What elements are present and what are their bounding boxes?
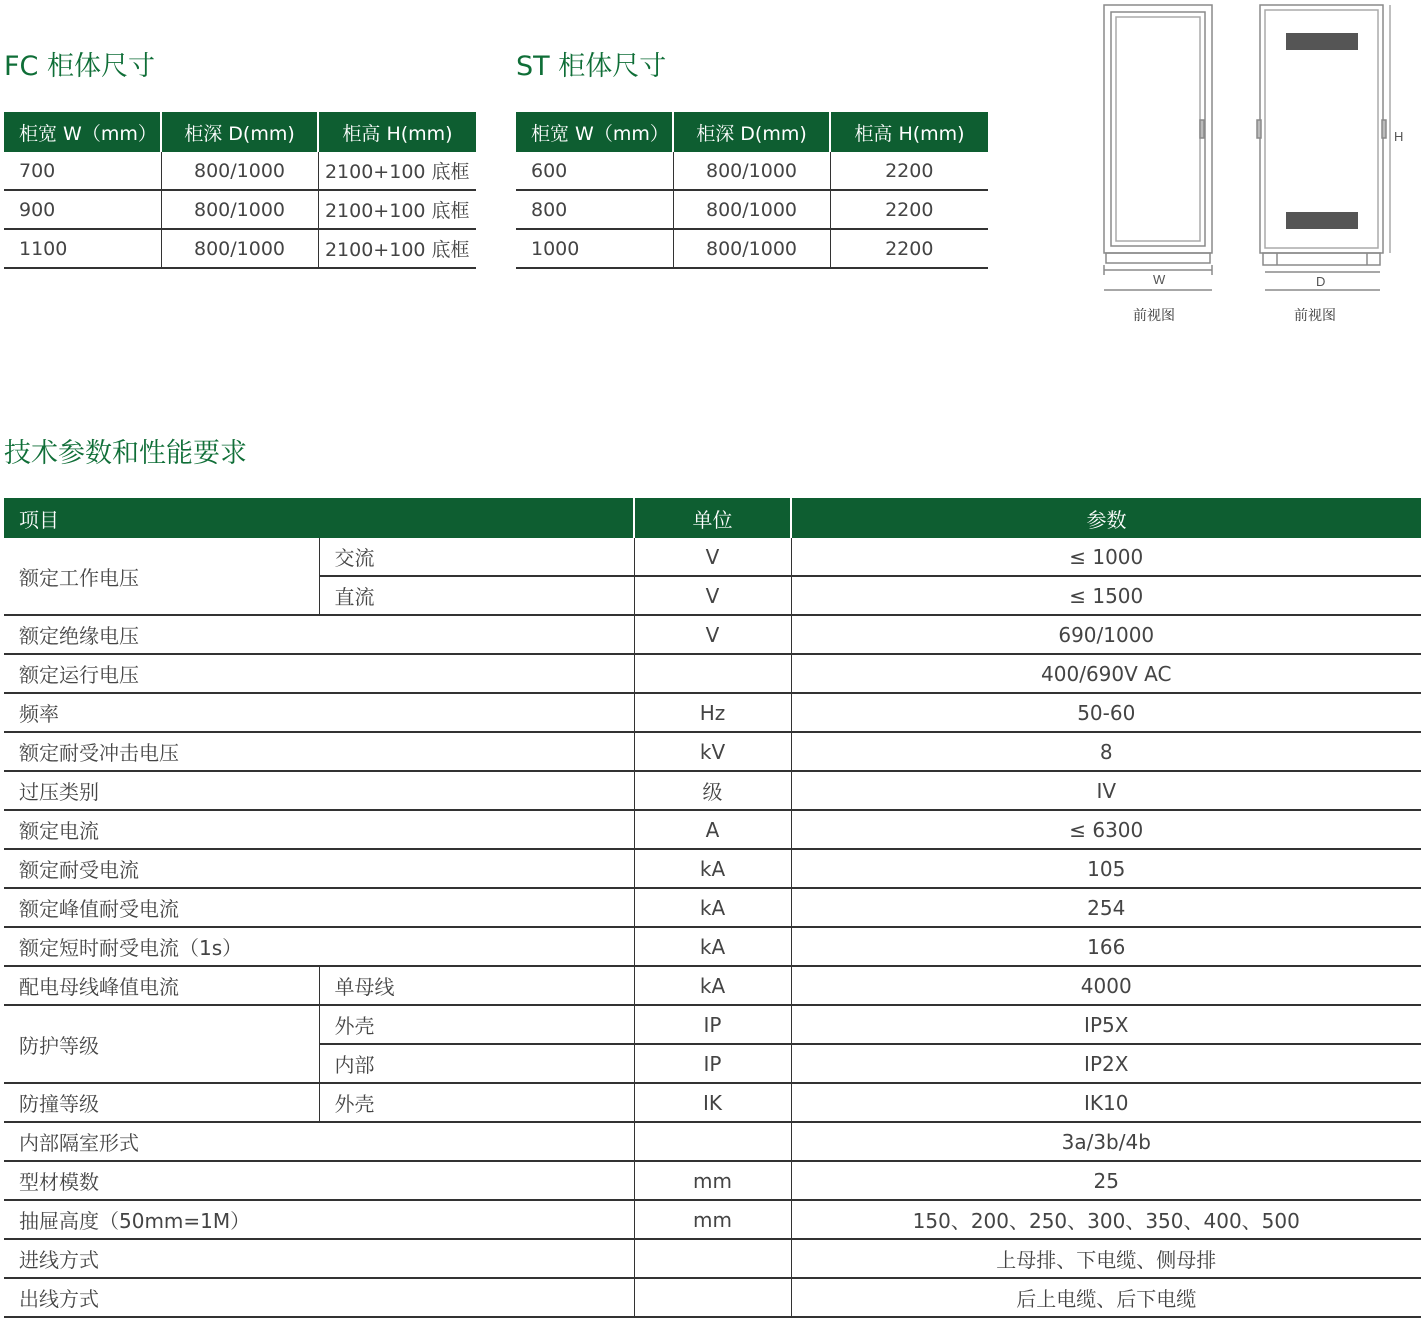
- table-header-row: [4, 498, 1421, 538]
- table-row: [4, 615, 1421, 654]
- sub-item-cell: 单母线: [319, 966, 634, 1005]
- side-view-caption: 前视图: [1294, 308, 1336, 324]
- column-header-width: 柜宽 W（mm）: [4, 112, 161, 152]
- item-cell: 额定峰值耐受电流: [4, 888, 634, 927]
- table-cell: 800/1000: [673, 229, 830, 268]
- value-cell: ≤ 6300: [791, 810, 1421, 849]
- table-row: [4, 654, 1421, 693]
- item-cell: 额定电流: [4, 810, 634, 849]
- value-cell: IV: [791, 771, 1421, 810]
- table-cell: 800/1000: [673, 190, 830, 229]
- cabinet-drawings: [1095, 0, 1420, 330]
- item-cell: 额定绝缘电压: [4, 615, 634, 654]
- item-cell: 出线方式: [4, 1278, 634, 1317]
- item-cell: 过压类别: [4, 771, 634, 810]
- table-cell: 2200: [830, 190, 988, 229]
- table-cell: 2200: [830, 229, 988, 268]
- st-dimensions-title: ST 柜体尺寸: [516, 51, 667, 82]
- value-cell: 254: [791, 888, 1421, 927]
- item-cell: 额定耐受冲击电压: [4, 732, 634, 771]
- item-cell: 额定耐受电流: [4, 849, 634, 888]
- value-cell: ≤ 1500: [791, 576, 1421, 615]
- unit-cell: V: [634, 615, 791, 654]
- item-cell: 型材模数: [4, 1161, 634, 1200]
- item-cell: 进线方式: [4, 1239, 634, 1278]
- sub-item-cell: 外壳: [319, 1083, 634, 1122]
- table-row: [4, 810, 1421, 849]
- table-row: [4, 927, 1421, 966]
- item-cell: 抽屉高度（50mm=1M）: [4, 1200, 634, 1239]
- sub-item-cell: 外壳: [319, 1005, 634, 1044]
- table-row: [4, 771, 1421, 810]
- table-cell: 800/1000: [673, 152, 830, 190]
- table-header-row: [516, 112, 988, 152]
- height-dimension-label: H: [1394, 129, 1404, 144]
- table-row: [4, 1200, 1421, 1239]
- table-row: [4, 1005, 1421, 1044]
- unit-cell: kA: [634, 966, 791, 1005]
- depth-dimension-label: D: [1316, 274, 1326, 289]
- unit-cell: 级: [634, 771, 791, 810]
- table-cell: 1100: [4, 229, 161, 268]
- unit-cell: mm: [634, 1161, 791, 1200]
- unit-cell: V: [634, 576, 791, 615]
- value-cell: 400/690V AC: [791, 654, 1421, 693]
- item-cell: 配电母线峰值电流: [4, 966, 319, 1005]
- item-cell: 内部隔室形式: [4, 1122, 634, 1161]
- table-header-row: [4, 112, 476, 152]
- value-cell: 166: [791, 927, 1421, 966]
- ventilation-slot-top: [1286, 33, 1358, 50]
- table-row: [4, 1122, 1421, 1161]
- sub-item-cell: 直流: [319, 576, 634, 615]
- spec-table: [4, 498, 1421, 1318]
- table-row: [516, 190, 988, 229]
- value-cell: 上母排、下电缆、侧母排: [791, 1239, 1421, 1278]
- table-row: [4, 152, 476, 190]
- value-cell: IP5X: [791, 1005, 1421, 1044]
- unit-cell: IP: [634, 1044, 791, 1083]
- table-row: [4, 849, 1421, 888]
- table-row: [4, 1278, 1421, 1317]
- table-cell: 800/1000: [161, 152, 318, 190]
- table-cell: 800: [516, 190, 673, 229]
- item-cell: 额定运行电压: [4, 654, 634, 693]
- value-cell: 150、200、250、300、350、400、500: [791, 1200, 1421, 1239]
- unit-cell: mm: [634, 1200, 791, 1239]
- item-cell: 额定工作电压: [4, 538, 319, 615]
- column-header-depth: 柜深 D(mm): [673, 112, 830, 152]
- item-cell: 防护等级: [4, 1005, 319, 1083]
- table-row: [4, 693, 1421, 732]
- table-cell: 2100+100 底框: [318, 152, 476, 190]
- table-cell: 800/1000: [161, 190, 318, 229]
- table-cell: 900: [4, 190, 161, 229]
- st-dimensions-table: [516, 112, 988, 269]
- table-row: [4, 1083, 1421, 1122]
- value-cell: ≤ 1000: [791, 538, 1421, 576]
- unit-cell: kV: [634, 732, 791, 771]
- column-header-height: 柜高 H(mm): [830, 112, 988, 152]
- item-cell: 额定短时耐受电流（1s）: [4, 927, 634, 966]
- unit-cell: [634, 654, 791, 693]
- column-header-unit: 单位: [634, 498, 791, 538]
- fc-dimensions-table: [4, 112, 476, 269]
- table-row: [4, 1161, 1421, 1200]
- fc-dimensions-title: FC 柜体尺寸: [4, 51, 155, 82]
- table-cell: 600: [516, 152, 673, 190]
- unit-cell: IP: [634, 1005, 791, 1044]
- front-cabinet-drawing: [1104, 5, 1212, 290]
- ventilation-slot-bottom: [1286, 212, 1358, 229]
- table-cell: 2200: [830, 152, 988, 190]
- unit-cell: [634, 1239, 791, 1278]
- value-cell: 8: [791, 732, 1421, 771]
- front-view-caption: 前视图: [1133, 308, 1175, 324]
- table-row: [516, 152, 988, 190]
- unit-cell: IK: [634, 1083, 791, 1122]
- table-row: [4, 190, 476, 229]
- item-cell: 防撞等级: [4, 1083, 319, 1122]
- value-cell: 690/1000: [791, 615, 1421, 654]
- table-row: [4, 888, 1421, 927]
- sub-item-cell: 交流: [319, 538, 634, 576]
- column-header-width: 柜宽 W（mm）: [516, 112, 673, 152]
- value-cell: 3a/3b/4b: [791, 1122, 1421, 1161]
- table-row: [4, 538, 1421, 576]
- cabinet-drawings-svg: [1095, 0, 1420, 300]
- column-header-depth: 柜深 D(mm): [161, 112, 318, 152]
- value-cell: IK10: [791, 1083, 1421, 1122]
- table-row: [516, 229, 988, 268]
- unit-cell: kA: [634, 888, 791, 927]
- value-cell: 50-60: [791, 693, 1421, 732]
- sub-item-cell: 内部: [319, 1044, 634, 1083]
- width-dimension-label: W: [1153, 272, 1166, 287]
- unit-cell: kA: [634, 849, 791, 888]
- unit-cell: Hz: [634, 693, 791, 732]
- value-cell: 25: [791, 1161, 1421, 1200]
- table-row: [4, 229, 476, 268]
- unit-cell: kA: [634, 927, 791, 966]
- unit-cell: [634, 1122, 791, 1161]
- table-row: [4, 1239, 1421, 1278]
- table-cell: 1000: [516, 229, 673, 268]
- column-header-item: 项目: [4, 498, 634, 538]
- table-cell: 2100+100 底框: [318, 190, 476, 229]
- table-cell: 2100+100 底框: [318, 229, 476, 268]
- column-header-value: 参数: [791, 498, 1421, 538]
- column-header-height: 柜高 H(mm): [318, 112, 476, 152]
- table-cell: 800/1000: [161, 229, 318, 268]
- table-row: [4, 966, 1421, 1005]
- item-cell: 频率: [4, 693, 634, 732]
- value-cell: IP2X: [791, 1044, 1421, 1083]
- unit-cell: [634, 1278, 791, 1317]
- value-cell: 4000: [791, 966, 1421, 1005]
- spec-title: 技术参数和性能要求: [4, 438, 247, 469]
- value-cell: 后上电缆、后下电缆: [791, 1278, 1421, 1317]
- value-cell: 105: [791, 849, 1421, 888]
- unit-cell: A: [634, 810, 791, 849]
- unit-cell: V: [634, 538, 791, 576]
- table-cell: 700: [4, 152, 161, 190]
- table-row: [4, 732, 1421, 771]
